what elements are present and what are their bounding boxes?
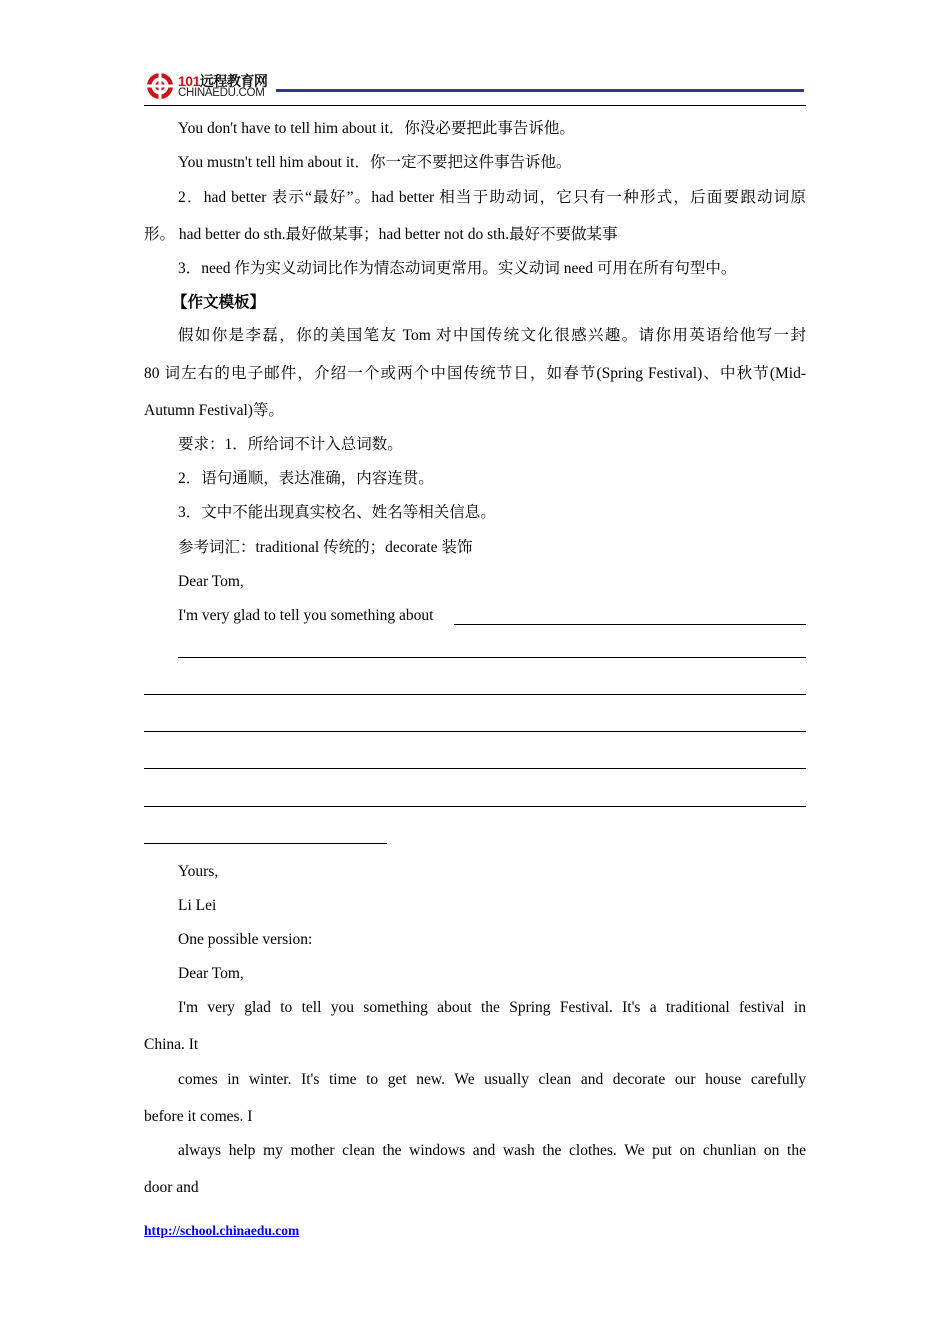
letter-signature: Li Lei (178, 897, 217, 914)
answer-line (144, 694, 806, 695)
model-line: comes in winter. It's time to get new. We usually clean and decorate our house carefully (178, 1071, 806, 1088)
letter-closing: Yours, (178, 863, 219, 880)
task-line: Autumn Festival)等。 (144, 402, 284, 419)
text-line: 3．need 作为实义动词比作为情态动词更常用。实义动词 need 可用在所有句型中。 (178, 260, 737, 277)
model-line: door and (144, 1179, 199, 1196)
logo-domain: CHINAEDU.COM (178, 87, 265, 99)
requirement: 要求：1．所给词不计入总词数。 (178, 436, 403, 453)
vocabulary: 参考词汇：traditional 传统的；decorate 装饰 (178, 539, 473, 556)
answer-blank (454, 624, 806, 625)
section-title: 【作文模板】 (172, 294, 266, 311)
answer-line (144, 768, 806, 769)
model-greeting: Dear Tom, (178, 965, 244, 982)
answer-line (144, 731, 806, 732)
requirement: 3．文中不能出现真实校名、姓名等相关信息。 (178, 504, 496, 521)
letter-opening: I'm very glad to tell you something about (178, 607, 434, 624)
requirement: 2．语句通顺，表达准确，内容连贯。 (178, 470, 434, 487)
model-label: One possible version: (178, 931, 313, 948)
footer-link[interactable]: http://school.chinaedu.com (144, 1223, 300, 1238)
logo (144, 70, 274, 104)
text-line: You don't have to tell him about it．你没必要把此事告诉他。 (178, 120, 575, 137)
answer-line (144, 843, 387, 844)
letter-greeting: Dear Tom, (178, 573, 244, 590)
task-line: 假如你是李磊，你的美国笔友 Tom 对中国传统文化很感兴趣。请你用英语给他写一封 (178, 327, 806, 344)
text-line: 2．had better 表示“最好”。had better 相当于助动词，它只有一种形式，后面要跟动词原 (178, 189, 806, 206)
text-line: You mustn't tell him about it．你一定不要把这件事告诉他。 (178, 154, 572, 171)
header-rule-blue (276, 89, 804, 92)
model-line: always help my mother clean the windows and wash the clothes. We put on chunlian on the (178, 1142, 806, 1159)
header-rule (144, 105, 806, 106)
text-line: 形。 had better do sth.最好做某事；had better not do sth.最好不要做某事 (144, 226, 618, 243)
answer-line (144, 806, 806, 807)
model-line: I'm very glad to tell you something about the Spring Festival. It's a traditional festival in (178, 999, 806, 1016)
answer-line (178, 657, 806, 658)
page-header (144, 70, 806, 106)
model-line: before it comes. I (144, 1108, 253, 1125)
task-line: 80 词左右的电子邮件，介绍一个或两个中国传统节日，如春节(Spring Festival)、中秋节(Mid- (144, 365, 806, 382)
model-line: China. It (144, 1036, 199, 1053)
chinaedu-logo-icon (145, 71, 175, 101)
logo-title: 101远程教育网 (178, 73, 268, 89)
